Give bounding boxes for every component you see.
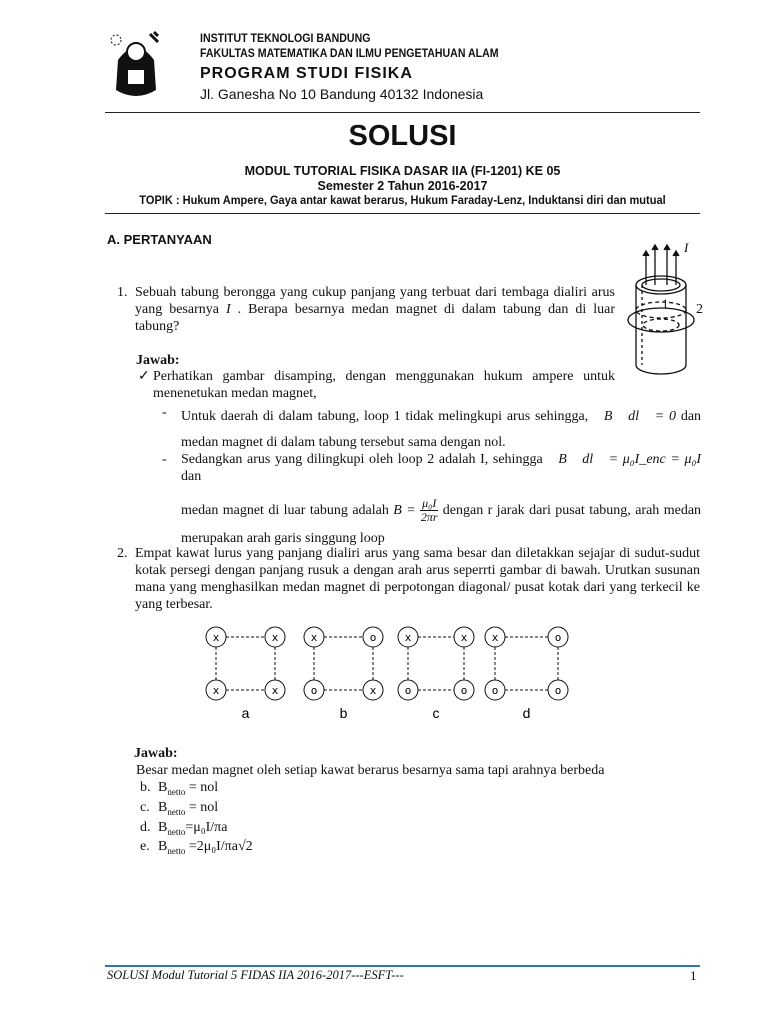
equation: ∮B⃗ dl⃗ = 0 — [593, 409, 676, 424]
module-title: MODUL TUTORIAL FISIKA DASAR IIA (FI-1201) KE 05 — [244, 164, 561, 178]
faculty-name: FAKULTAS MATEMATIKA DAN ILMU PENGETAHUAN ALAM — [200, 48, 499, 60]
equation: ∮B⃗ dl⃗ = μ₀I_enc = μ₀I — [547, 452, 702, 467]
config-label: a — [241, 705, 250, 721]
q1-intro: Perhatikan gambar disamping, dengan menggunakan hukum ampere untuk menenetukan medan magnet, — [153, 369, 615, 401]
program-name: PROGRAM STUDI FISIKA — [200, 65, 413, 82]
fraction: $\frac{\text{μ₀I}}{2\pi r}$ — [420, 496, 438, 525]
q1-number: 1. — [117, 285, 128, 300]
svg-text:o: o — [491, 684, 499, 697]
q2-number: 2. — [117, 546, 128, 561]
wire-out-of-page — [485, 680, 505, 700]
config-label: c — [432, 705, 440, 721]
divider — [105, 112, 700, 113]
svg-text:x: x — [491, 631, 499, 644]
q2-text: Empat kawat lurus yang panjang dialiri arus yang sama besar dan diletakkan sejajar di sudut-sudut kotak persegi dengan panjang rusuk a dengan arah arus seperrti gambar di bawah. Urutkan susunan mana yang menghasilkan medan magnet di perpotongan diagonal/ pusat kotak dari yang terkecil ke yang terbesar. — [135, 546, 700, 612]
svg-text:o: o — [554, 631, 562, 644]
q1-text: Sebuah tabung berongga yang cukup panjang yang terbuat dari tembaga dialiri arus yang besarnya I . Berapa besarnya medan magnet di dalam tabung dan di luar tabung? — [135, 285, 615, 334]
wire-into-page — [485, 627, 505, 647]
bullet-dash: - — [162, 452, 167, 467]
q2-answer-intro: Besar medan magnet oleh setiap kawat berarus besarnya sama tapi arahnya berbeda — [136, 763, 605, 778]
q2-answer-label: Jawab: — [134, 746, 178, 761]
wire-out-of-page — [454, 680, 474, 700]
address: Jl. Ganesha No 10 Bandung 40132 Indonesia — [200, 86, 484, 102]
svg-text:x: x — [369, 684, 377, 697]
current-label: I — [684, 240, 689, 255]
q2-answer-list — [140, 780, 253, 859]
svg-text:o: o — [460, 684, 468, 697]
wire-into-page — [206, 680, 226, 700]
loop2-label: 2 — [696, 302, 703, 317]
wire-into-page — [398, 627, 418, 647]
page-title: SOLUSI — [348, 120, 457, 152]
semester: Semester 2 Tahun 2016-2017 — [317, 179, 488, 193]
wire-out-of-page — [398, 680, 418, 700]
wire-into-page — [304, 627, 324, 647]
svg-text:x: x — [212, 631, 220, 644]
check-icon: ✓ — [138, 369, 150, 384]
footer-text: SOLUSI Modul Tutorial 5 FIDAS IIA 2016-2017---ESFT--- — [107, 968, 404, 982]
svg-text:x: x — [271, 684, 279, 697]
config-label: d — [522, 705, 531, 721]
answer-item: e. $B_{netto} =2\mu_0I/\pi a√2$ — [140, 839, 253, 857]
institute-name: INSTITUT TEKNOLOGI BANDUNG — [200, 33, 371, 45]
svg-text:o: o — [554, 684, 562, 697]
wire-into-page — [265, 627, 285, 647]
topic: TOPIK : Hukum Ampere, Gaya antar kawat berarus, Hukum Faraday-Lenz, Induktansi diri dan mutual — [139, 195, 666, 207]
q1-answer-label: Jawab: — [136, 353, 180, 368]
svg-text:x: x — [212, 684, 220, 697]
wire-into-page — [206, 627, 226, 647]
wire-out-of-page — [548, 627, 568, 647]
svg-text:o: o — [310, 684, 318, 697]
header-institute — [200, 32, 499, 62]
config-label: b — [339, 705, 348, 721]
wire-into-page — [265, 680, 285, 700]
svg-text:o: o — [404, 684, 412, 697]
answer-item: d. $B_{netto}=\mu_0I/\pi a$ — [140, 819, 228, 837]
section-heading: A. PERTANYAAN — [107, 232, 212, 247]
q1-bullet2: Sedangkan arus yang dilingkupi oleh loop 2 adalah I, sehingga ∮B⃗ dl⃗ = μ₀I_enc = μ₀I dan medan magnet di luar tabung adalah B = $\frac{\text{μ₀I}}{2\pi r}$ dengan r jarak dari pusat tabung, arah medan merupakan arah garis singgung loop — [181, 452, 702, 546]
wire-into-page — [454, 627, 474, 647]
divider — [105, 213, 700, 214]
itb-logo — [108, 30, 164, 102]
wire-out-of-page — [304, 680, 324, 700]
wire-out-of-page — [548, 680, 568, 700]
page-number: 1 — [690, 968, 697, 983]
wire-out-of-page — [363, 627, 383, 647]
svg-text:x: x — [460, 631, 468, 644]
bullet-dash: - — [162, 405, 167, 420]
q1-bullet1: Untuk daerah di dalam tabung, loop 1 tidak melingkupi arus sehingga, ∮B⃗ dl⃗ = 0 dan medan magnet di dalam tabung tersebut sama dengan nol. — [181, 409, 702, 450]
answer-item: c. $B_{netto}$ = nol — [140, 799, 219, 817]
loop1-label: 1 — [662, 296, 669, 311]
footer-line — [105, 965, 700, 967]
answer-item: b. $B_{netto}$ = nol — [140, 780, 219, 797]
wire-configurations — [190, 615, 590, 725]
cylinder-figure — [618, 240, 718, 380]
svg-text:x: x — [310, 631, 318, 644]
svg-text:x: x — [271, 631, 279, 644]
svg-text:x: x — [404, 631, 412, 644]
svg-text:o: o — [369, 631, 377, 644]
wire-into-page — [363, 680, 383, 700]
